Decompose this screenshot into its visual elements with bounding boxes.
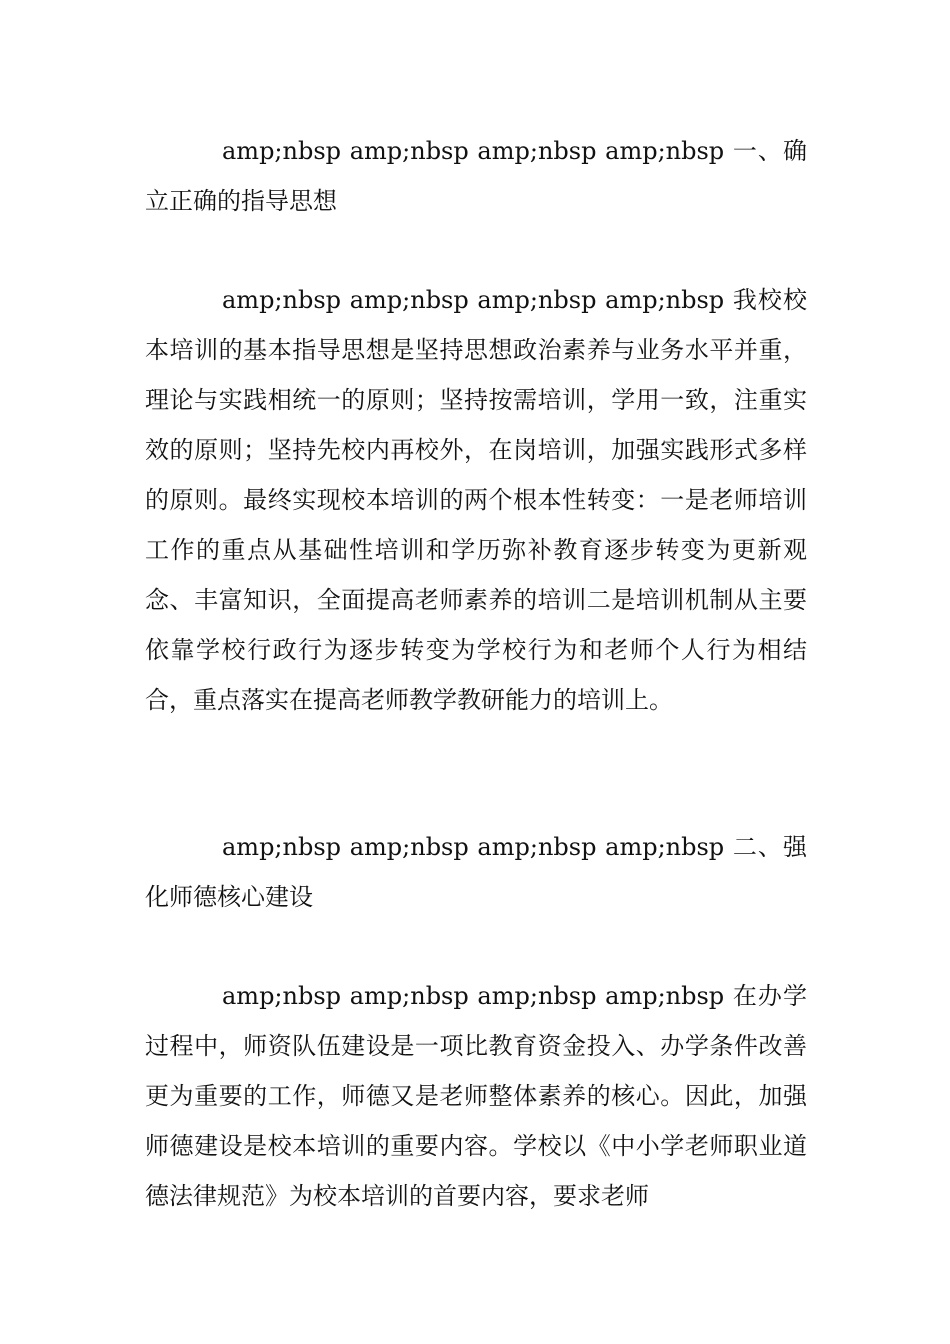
paragraph-text: 在办学过程中，师资队伍建设是一项比教育资金投入、办学条件改善更为重要的工作，师德又是老师整体素养的核心。因此，加强师德建设是校本培训的重要内容。学校以《中小学老师职业道德法律规范》为校本培训的首要内容，要求老师 <box>145 982 807 1210</box>
nbsp-prefix: amp;nbsp amp;nbsp amp;nbsp amp;nbsp <box>222 982 733 1010</box>
heading-text: 一、确立正确的指导思想 <box>145 137 807 215</box>
paragraph-text: 我校校本培训的基本指导思想是坚持思想政治素养与业务水平并重，理论与实践相统一的原则；坚持按需培训，学用一致，注重实效的原则；坚持先校内再校外，在岗培训，加强实践形式多样的原则。最终实现校本培训的两个根本性转变：一是老师培训工作的重点从基础性培训和学历弥补教育逐步转变为更新观念、丰富知识，全面提高老师素养的培训二是培训机制从主要依靠学校行政行为逐步转变为学校行为和老师个人行为相结合，重点落实在提高老师教学教研能力的培训上。 <box>145 286 807 714</box>
paragraph-teacher-ethics-body <box>145 971 807 1221</box>
nbsp-prefix: amp;nbsp amp;nbsp amp;nbsp amp;nbsp <box>222 137 733 165</box>
heading-text: 二、强化师德核心建设 <box>145 833 807 911</box>
paragraph-guiding-thought-body <box>145 275 807 725</box>
nbsp-prefix: amp;nbsp amp;nbsp amp;nbsp amp;nbsp <box>222 833 733 861</box>
heading-guiding-thought <box>145 126 807 226</box>
nbsp-prefix: amp;nbsp amp;nbsp amp;nbsp amp;nbsp <box>222 286 733 314</box>
heading-teacher-ethics <box>145 822 807 922</box>
